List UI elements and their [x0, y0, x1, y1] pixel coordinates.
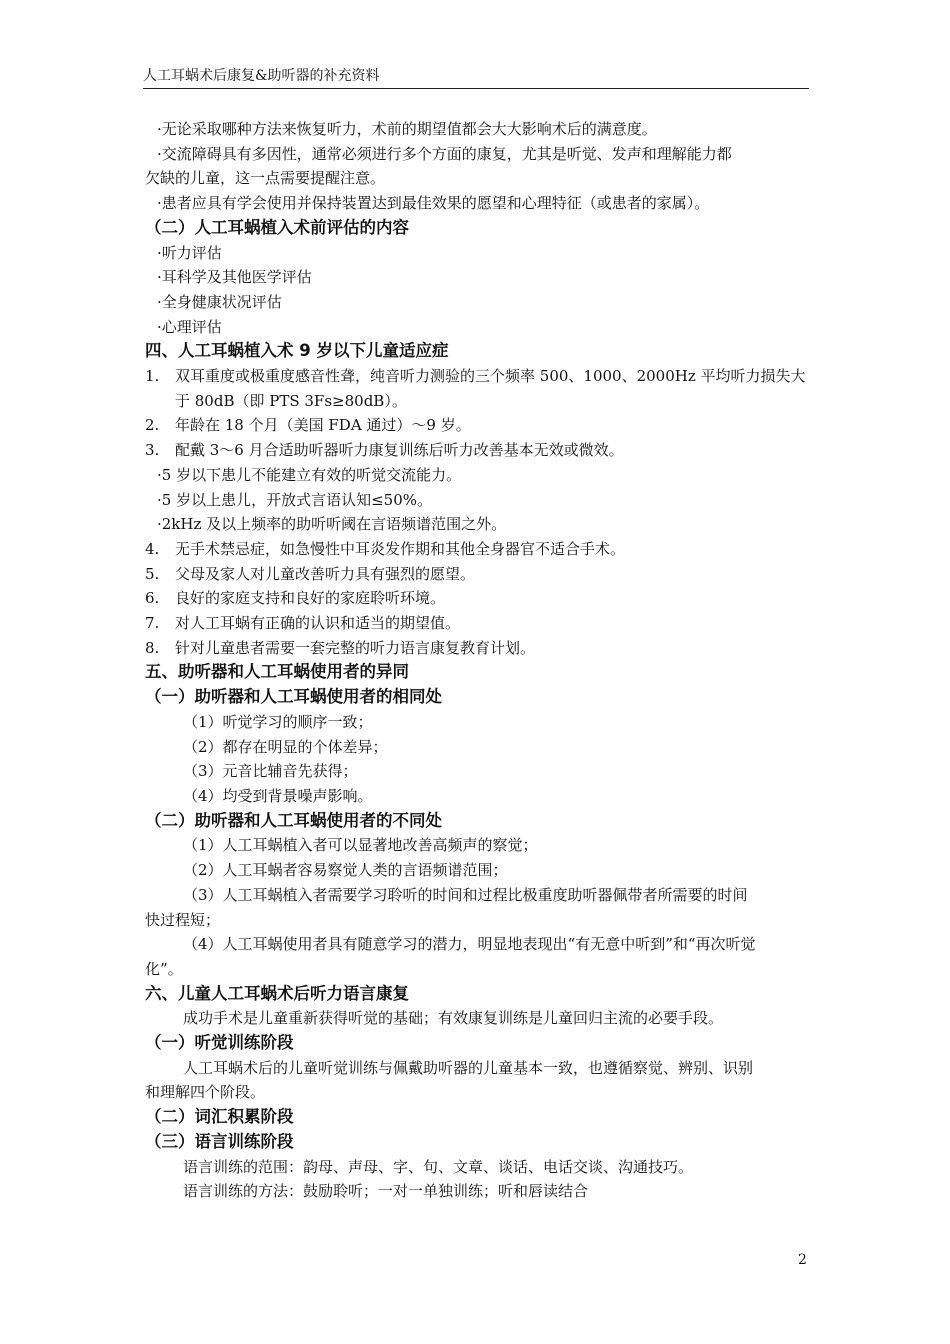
item-number: 1.: [145, 367, 160, 386]
section-heading: （二）助听器和人工耳蜗使用者的不同处: [145, 810, 442, 830]
bullet-item: ·患者应具有学会使用并保持装置达到最佳效果的愿望和心理特征（或患者的家属）。: [157, 194, 710, 213]
numbered-item: [145, 611, 810, 636]
header-title: 人工耳蜗术后康复&助听器的补充资料: [143, 68, 380, 84]
item-text: 年龄在 18 个月（美国 FDA 通过）～9 岁。: [175, 416, 471, 435]
body-line: （1）听觉学习的顺序一致；: [183, 712, 373, 731]
body-line: （4）人工耳蜗使用者具有随意学习的潜力，明显地表现出“有无意中听到”和“再次听觉: [183, 935, 756, 954]
bullet-item: ·听力评估: [157, 243, 222, 262]
bullet-item: ·5 岁以下患儿不能建立有效的听觉交流能力。: [157, 465, 462, 484]
body-line: 成功手术是儿童重新获得听觉的基础；有效康复训练是儿童回归主流的必要手段。: [183, 1009, 724, 1028]
item-text: 无手术禁忌症，如急慢性中耳炎发作期和其他全身器官不适合手术。: [175, 539, 626, 558]
body-line: 化”。: [145, 959, 183, 978]
body-line: 欠缺的儿童，这一点需要提醒注意。: [145, 169, 386, 188]
bullet-item: ·心理评估: [157, 317, 222, 336]
section-heading: 四、人工耳蜗植入术 9 岁以下儿童适应症: [145, 341, 449, 361]
item-number: 7.: [145, 614, 160, 633]
body-line: （2）人工耳蜗者容易察觉人类的言语频谱范围；: [183, 861, 508, 880]
body-line: （2）都存在明显的个体差异；: [183, 737, 388, 756]
page-number: 2: [798, 1252, 807, 1268]
page-header: [143, 66, 809, 89]
item-text: 针对儿童患者需要一套完整的听力语言康复教育计划。: [175, 638, 536, 657]
section-heading: （二）人工耳蜗植入术前评估的内容: [145, 217, 409, 237]
body-line: （3）元音比辅音先获得；: [183, 762, 358, 781]
body-line: 人工耳蜗术后的儿童听觉训练与佩戴助听器的儿童基本一致，也遵循察觉、辨别、识别: [183, 1058, 754, 1077]
section-heading: （三）语言训练阶段: [145, 1131, 294, 1151]
body-line: 语言训练的方法：鼓励聆听；一对一单独训练；听和唇读结合: [183, 1182, 589, 1201]
bullet-item: ·全身健康状况评估: [157, 292, 282, 311]
item-text: 配戴 3～6 月合适助听器听力康复训练后听力改善基本无效或微效。: [175, 441, 624, 460]
body-line: 和理解四个阶段。: [145, 1083, 266, 1102]
body-line: （1）人工耳蜗植入者可以显著地改善高频声的察觉；: [183, 836, 538, 855]
numbered-item: [145, 537, 810, 562]
body-line: （4）均受到背景噪声影响。: [183, 786, 373, 805]
item-number: 6.: [145, 589, 160, 608]
item-number: 2.: [145, 416, 160, 435]
numbered-item: [145, 438, 810, 463]
numbered-item: [145, 562, 810, 587]
numbered-item: [145, 364, 810, 413]
item-text: 良好的家庭支持和良好的家庭聆听环境。: [175, 589, 446, 608]
item-number: 5.: [145, 564, 160, 583]
document-body: [145, 117, 810, 1204]
body-line: 快过程短；: [145, 910, 221, 929]
numbered-item: [145, 413, 810, 438]
bullet-item: ·交流障碍具有多因性，通常必须进行多个方面的康复，尤其是听觉、发声和理解能力都: [157, 144, 732, 163]
section-heading: （二）词汇积累阶段: [145, 1107, 294, 1127]
item-number: 4.: [145, 539, 160, 558]
item-text: 双耳重度或极重度感音性聋，纯音听力测验的三个频率 500、1000、2000Hz 平均听力损失大于 80dB（即 PTS 3Fs≥80dB）。: [175, 367, 806, 410]
body-line: 语言训练的范围：韵母、声母、字、句、文章、谈话、电话交谈、沟通技巧。: [183, 1157, 694, 1176]
bullet-item: ·耳科学及其他医学评估: [157, 268, 312, 287]
bullet-item: ·无论采取哪种方法来恢复听力，术前的期望值都会大大影响术后的满意度。: [157, 120, 657, 138]
section-heading: 六、儿童人工耳蜗术后听力语言康复: [145, 983, 409, 1003]
numbered-item: [145, 586, 810, 611]
item-text: 父母及家人对儿童改善听力具有强烈的愿望。: [175, 564, 476, 583]
body-line: （3）人工耳蜗植入者需要学习聆听的时间和过程比极重度助听器佩带者所需要的时间: [183, 885, 748, 904]
section-heading: （一）听觉训练阶段: [145, 1033, 294, 1053]
item-text: 对人工耳蜗有正确的认识和适当的期望值。: [175, 614, 461, 633]
bullet-item: ·2kHz 及以上频率的助听听阈在言语频谱范围之外。: [157, 515, 507, 534]
item-number: 3.: [145, 441, 160, 460]
item-number: 8.: [145, 638, 160, 657]
bullet-item: ·5 岁以上患儿，开放式言语认知≤50%。: [157, 490, 432, 509]
numbered-item: [145, 636, 810, 661]
section-heading: 五、助听器和人工耳蜗使用者的异同: [145, 662, 409, 682]
section-heading: （一）助听器和人工耳蜗使用者的相同处: [145, 687, 442, 707]
